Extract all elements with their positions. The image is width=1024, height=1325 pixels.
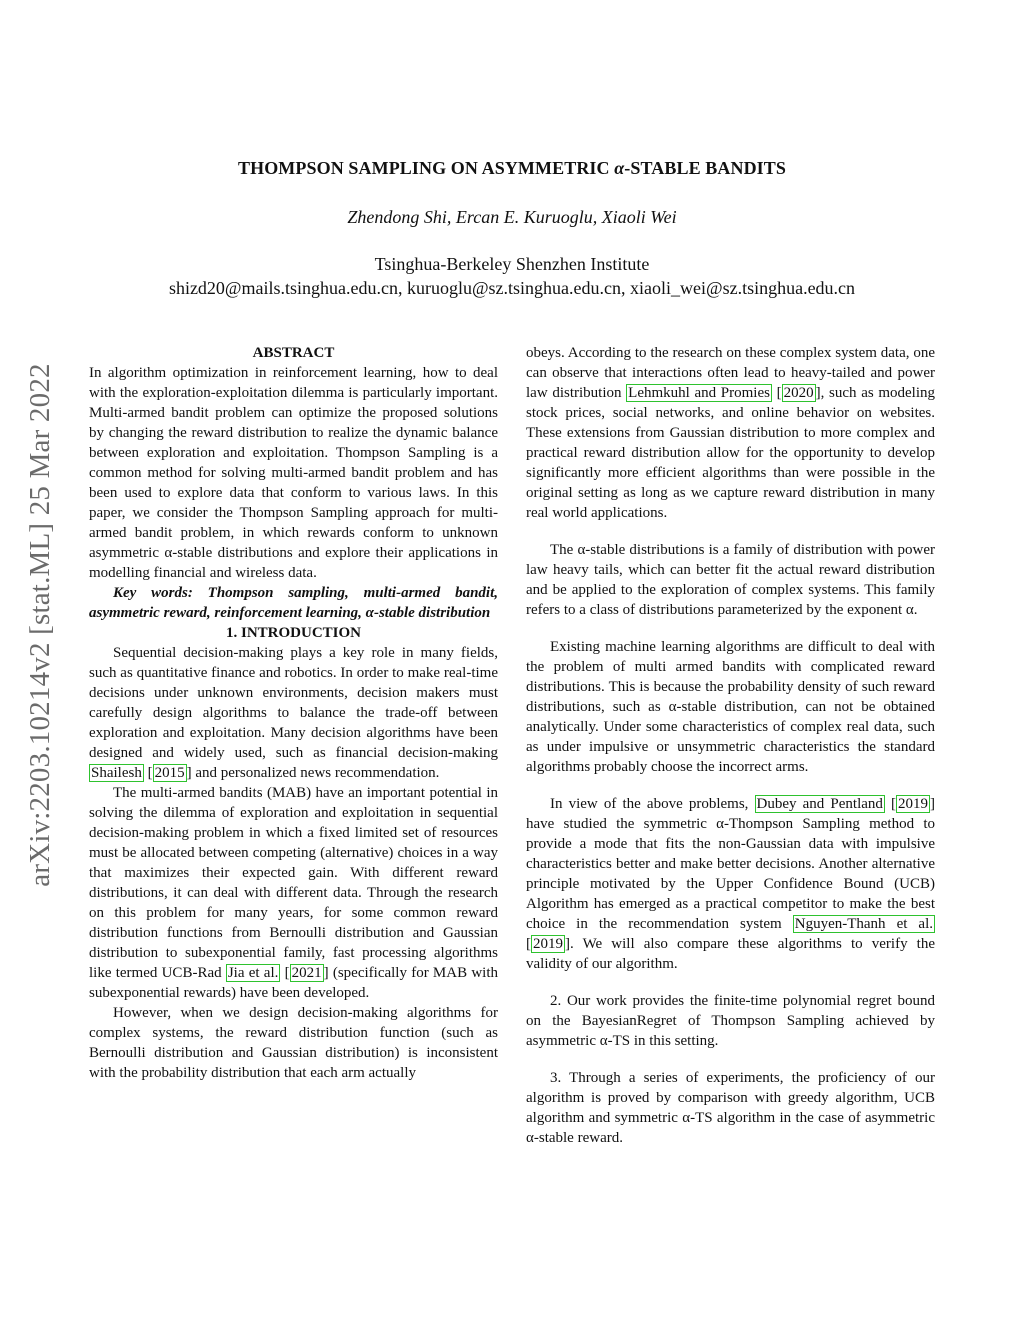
keywords-list: Thompson sampling, multi-armed bandit, asymmetric reward, reinforcement learning, α-stable distribution — [89, 585, 499, 621]
intro-paragraph-3: However, when we design decision-making algorithms for complex systems, the reward distribution function (such as Bernoulli distribution and Gaussian distribution) is inconsistent with the probability distribution that each arm actually — [89, 1005, 498, 1081]
keywords-paragraph — [89, 583, 498, 623]
intro-paragraph-2: The multi-armed bandits (MAB) have an important potential in solving the dilemma of exploration and exploitation in sequential decision-making problem in which a fixed limited set of resources must be allocated between competing (alternative) choices in a way that maximizes their expected gain. With different reward distributions, it can deal with different data. Through the research on this problem for many years, for some common reward distribution functions from Bernoulli distribution and Gaussian distribution to subexponential family, fast processing algorithms like termed UCB-Rad Jia et al. [ 2021 ] (specifically for MAB with subexponential rewards) have been developed. — [89, 785, 498, 1001]
abstract-text: In algorithm optimization in reinforcement learning, how to deal with the exploration-exploitation dilemma is particularly important. Multi-armed bandit problem can optimize the proposed solutions by changing the reward distribution to realize the dynamic balance between exploration and exploitation. Thompson Sampling is a common method for solving multi-armed bandit problem and has been used to explore data that conform to various laws. In this paper, we consider the Thompson Sampling approach for multi-armed bandit problem, in which rewards conform to unknown asymmetric α-stable distributions and explore their applications in modelling financial and wireless data. — [89, 365, 498, 581]
citation-link[interactable]: Lehmkuhl and Promies — [628, 385, 770, 401]
right-p1-text-b: , such as modeling stock prices, social networks, and online behavior on websites. These extensions from Gaussian distribution to more complex and practical reward distribution allow for the opportunity to develop significantly more efficient algorithms than were possible in the original setting as long as we capture reward distribution in many real world applications. — [526, 385, 936, 521]
right-paragraph-4: In view of the above problems, Dubey and Pentland [ 2019 ] have studied the symmetric α-Thompson Sampling method to provide a mode that fits the non-Gaussian data with impulsive characteristics better and make better decisions. Another alternative principle motivated by the Upper Confidence Bound (UCB) Algorithm has emerged as a practical competitor to make the best choice in the recommendation system Nguyen-Thanh et al. [ 2019 ]. We will also compare these algorithms to verify the validity of our algorithm. — [526, 796, 935, 972]
right-paragraph-6: 3. Through a series of experiments, the proficiency of our algorithm is proved by comparison with greedy algorithm, UCB algorithm and symmetric α-TS algorithm in the case of asymmetric α-stable reward. — [526, 1070, 935, 1146]
citation-link[interactable]: Nguyen-Thanh et al. — [794, 916, 933, 932]
paragraph-gap — [526, 523, 935, 540]
citation-year-link[interactable]: 2019 — [898, 796, 928, 812]
citation-year-link[interactable]: 2019 — [533, 936, 563, 952]
citation-link[interactable]: Jia et al. — [227, 965, 279, 981]
title-part-2: -STABLE BANDITS — [624, 158, 786, 178]
right-paragraph-5: 2. Our work provides the finite-time polynomial regret bound on the BayesianRegret of Thompson Sampling achieved by asymmetric α-TS in this setting. — [526, 993, 935, 1049]
right-paragraph-3: Existing machine learning algorithms are difficult to deal with the problem of multi armed bandits with complicated reward distributions. This is because the probability density of such reward distributions, such as α-stable distribution, can not be obtained analytically. Under some characteristics of complex real data, such as under impulsive or unsymmetric characteristics the standard algorithms probably choose the incorrect arms. — [526, 639, 935, 775]
right-p4-text-b: have studied the symmetric α-Thompson Sampling method to provide a mode that fits the non-Gaussian data with impulsive characteristics better and make better decisions. Another alternative principle motivated by the Upper Confidence Bound (UCB) Algorithm has emerged as a practical competitor to make the best choice in the recommendation system — [526, 816, 935, 932]
keywords-label: Key words: — [113, 585, 193, 601]
introduction-heading: 1. INTRODUCTION — [225, 625, 361, 641]
title-part-1: THOMPSON SAMPLING ON ASYMMETRIC — [238, 158, 615, 178]
citation-year-link[interactable]: 2020 — [783, 385, 814, 401]
intro-p1-text-a: Sequential decision-making plays a key role in many fields, such as quantitative finance and robotics. In order to make real-time decisions under unknown environments, decision makers must carefully design algorithms to balance the trade-off between exploration and exploitation. Many decision algorithms have been designed and widely used, such as financial decision-making — [89, 645, 498, 761]
paragraph-gap — [526, 1051, 935, 1068]
citation-year-link[interactable]: 2015 — [154, 765, 185, 781]
left-column — [89, 343, 498, 1083]
citation-link[interactable]: Dubey and Pentland — [756, 796, 883, 812]
abstract-heading: ABSTRACT — [252, 345, 335, 361]
arxiv-identifier-stamp: arXiv:2203.10214v2 [stat.ML] 25 Mar 2022 — [24, 363, 56, 887]
right-p1-text-a: obeys. According to the research on these complex system data, one can observe that interactions often lead to heavy-tailed and power law distribution — [526, 345, 935, 401]
intro-p1-text-b: and personalized news recommendation. — [191, 765, 440, 781]
right-p4-text-c: . We will also compare these algorithms to verify the validity of our algorithm. — [526, 936, 935, 972]
right-column — [526, 343, 935, 1148]
citation-link[interactable]: Shailesh — [91, 765, 142, 781]
paper-authors: Zhendong Shi, Ercan E. Kuruoglu, Xiaoli Wei — [347, 207, 677, 227]
right-p4-text-a: In view of the above problems, — [550, 796, 755, 812]
citation-year-link[interactable]: 2021 — [291, 965, 322, 981]
right-paragraph-1: obeys. According to the research on these complex system data, one can observe that interactions often lead to heavy-tailed and power law distribution Lehmkuhl and Promies [ 2020 ], such as modeling stock prices, social networks, and online behavior on websites. These extensions from Gaussian distribution to more complex and practical reward distribution allow for the opportunity to develop significantly more efficient algorithms than were possible in the original setting as long as we capture reward distribution in many real world applications. — [526, 345, 936, 521]
intro-paragraph-1: Sequential decision-making plays a key role in many fields, such as quantitative finance and robotics. In order to make real-time decisions under unknown environments, decision makers must carefully design algorithms to balance the trade-off between exploration and exploitation. Many decision algorithms have been designed and widely used, such as financial decision-making Shailesh [ 2015 ] and personalized news recommendation. — [89, 645, 498, 781]
paper-emails: shizd20@mails.tsinghua.edu.cn, kuruoglu@sz.tsinghua.edu.cn, xiaoli_wei@sz.tsinghua.edu.cn — [168, 278, 856, 298]
paper-affiliation: Tsinghua-Berkeley Shenzhen Institute — [374, 254, 650, 274]
paragraph-gap — [526, 620, 935, 637]
paragraph-gap — [526, 974, 935, 991]
paragraph-gap — [526, 777, 935, 794]
intro-p2-text-a: The multi-armed bandits (MAB) have an important potential in solving the dilemma of exploration and exploitation in sequential decision-making problem in which a fixed limited set of resources must be allocated between competing (alternative) choices in a way that maximizes their expected gain. With different reward distributions, it can deal with different data. Through the research on this problem for many years, for some common reward distribution functions from Bernoulli distribution and Gaussian distribution to subexponential family, fast processing algorithms like termed UCB-Rad — [89, 785, 498, 981]
right-paragraph-2: The α-stable distributions is a family of distribution with power law heavy tails, which can better fit the actual reward distribution and be applied to the exploration of complex systems. This family refers to a class of distributions parameterized by the exponent α. — [526, 542, 935, 618]
paper-title — [0, 155, 1024, 181]
title-alpha-symbol: α — [614, 158, 625, 178]
intro-p2-text-b: (specifically for MAB with subexponential rewards) have been developed. — [89, 965, 498, 1001]
